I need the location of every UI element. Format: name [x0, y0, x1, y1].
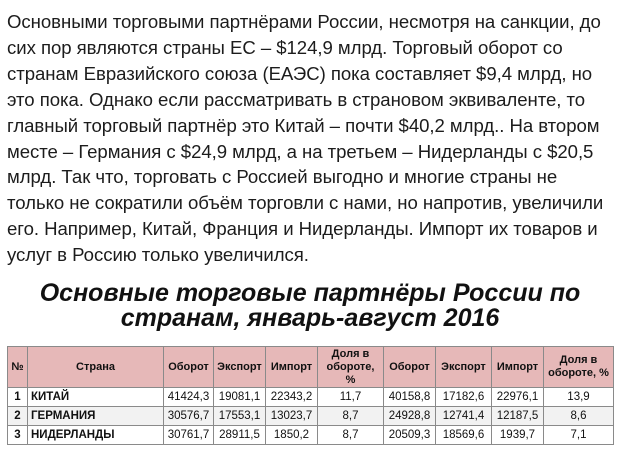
column-header-import: Импорт — [266, 347, 318, 388]
country-cell: НИДЕРЛАНДЫ — [28, 426, 164, 445]
trade-partners-table — [7, 346, 614, 445]
column-header-export: Экспорт — [214, 347, 266, 388]
value-cell: 24928,8 — [384, 407, 436, 426]
table-heading — [0, 281, 620, 330]
value-cell: 22343,2 — [266, 388, 318, 407]
value-cell: 12187,5 — [492, 407, 544, 426]
value-cell: 11,7 — [318, 388, 384, 407]
table-row — [8, 407, 614, 426]
value-cell: 13023,7 — [266, 407, 318, 426]
paragraph-line: странам Евразийского союза (ЕАЭС) пока составляет $9,4 млрд, но — [7, 62, 593, 84]
value-cell: 41424,3 — [164, 388, 214, 407]
table-row — [8, 388, 614, 407]
paragraph-line: его. Например, Китай, Франция и Нидерланды. Импорт их товаров и — [7, 218, 598, 240]
column-header-import-2: Импорт — [492, 347, 544, 388]
paragraph-line: это пока. Однако если рассматривать в страновом эквиваленте, то — [7, 88, 586, 110]
row-number: 2 — [8, 407, 28, 426]
value-cell: 1850,2 — [266, 426, 318, 445]
country-cell: ГЕРМАНИЯ — [28, 407, 164, 426]
value-cell: 30761,7 — [164, 426, 214, 445]
value-cell: 20509,3 — [384, 426, 436, 445]
column-header-turnover-2: Оборот — [384, 347, 436, 388]
heading-line: Основные торговые партнёры России по — [39, 279, 581, 307]
paragraph-line: млрд. Так что, торговать с Россией выгодно и многие страны не — [7, 166, 558, 188]
value-cell: 8,6 — [544, 407, 614, 426]
paragraph-line: только не сократили объём торговли с нами, но напротив, увеличили — [7, 192, 604, 214]
paragraph-line: сих пор являются страны ЕС – $124,9 млрд. Торговый оборот со — [7, 36, 563, 58]
value-cell: 12741,4 — [436, 407, 492, 426]
value-cell: 8,7 — [318, 426, 384, 445]
value-cell: 18569,6 — [436, 426, 492, 445]
paragraph-line: услуг в Россию только увеличился. — [7, 244, 309, 266]
value-cell: 30576,7 — [164, 407, 214, 426]
value-cell: 7,1 — [544, 426, 614, 445]
row-number: 3 — [8, 426, 28, 445]
paragraph-line: месте – Германия с $24,9 млрд, а на третьем – Нидерланды с $20,5 — [7, 140, 594, 162]
value-cell: 8,7 — [318, 407, 384, 426]
column-header-number: № — [8, 347, 28, 388]
column-header-export-2: Экспорт — [436, 347, 492, 388]
value-cell: 17182,6 — [436, 388, 492, 407]
column-header-country: Страна — [28, 347, 164, 388]
country-cell: КИТАЙ — [28, 388, 164, 407]
value-cell: 19081,1 — [214, 388, 266, 407]
table-row — [8, 426, 614, 445]
value-cell: 13,9 — [544, 388, 614, 407]
value-cell: 28911,5 — [214, 426, 266, 445]
value-cell: 40158,8 — [384, 388, 436, 407]
value-cell: 22976,1 — [492, 388, 544, 407]
paragraph-line: Основными торговыми партнёрами России, несмотря на санкции, до — [7, 11, 601, 32]
column-header-share: Доля в обороте, % — [318, 347, 384, 388]
row-number: 1 — [8, 388, 28, 407]
heading-line: странам, январь-август 2016 — [120, 303, 500, 332]
paragraph-line: главный торговый партнёр это Китай – почти $40,2 млрд.. На втором — [7, 114, 600, 136]
value-cell: 17553,1 — [214, 407, 266, 426]
value-cell: 1939,7 — [492, 426, 544, 445]
article-paragraph — [7, 9, 613, 268]
column-header-turnover: Оборот — [164, 347, 214, 388]
table-header-row — [8, 347, 614, 388]
column-header-share-2: Доля в обороте, % — [544, 347, 614, 388]
